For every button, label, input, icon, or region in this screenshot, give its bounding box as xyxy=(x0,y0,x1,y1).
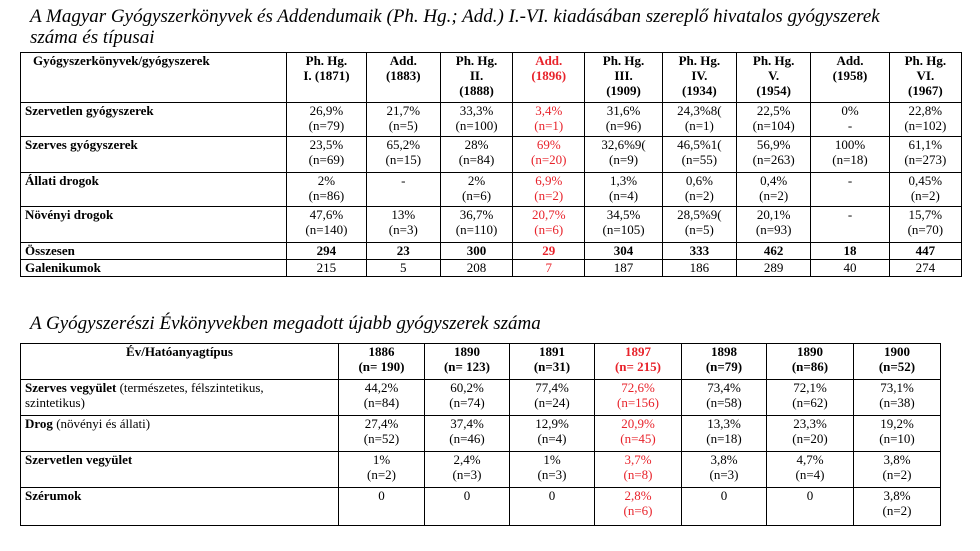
table-cell: 294 xyxy=(287,243,366,260)
cell-percent: 0 xyxy=(806,488,814,503)
cell-percent: 36,7% xyxy=(459,207,494,222)
cell-percent: 13,3% xyxy=(707,416,741,431)
table-cell xyxy=(662,103,736,137)
cell-percent: 65,2% xyxy=(386,137,421,152)
column-count: (n= 123) xyxy=(443,359,491,374)
table-cell xyxy=(366,173,440,207)
row-label: Növényi drogok xyxy=(21,207,287,243)
cell-count: (n=70) xyxy=(907,222,944,237)
cell-percent: 12,9% xyxy=(535,416,569,431)
column-header-line: (1909) xyxy=(606,83,641,98)
cell-percent: 61,1% xyxy=(908,137,943,152)
column-header-line: (1967) xyxy=(908,83,943,98)
column-header xyxy=(287,53,366,103)
table-cell xyxy=(682,380,767,416)
table-cell xyxy=(425,380,510,416)
table-cell xyxy=(811,103,889,137)
table-cell xyxy=(366,103,440,137)
cell-count: (n=2) xyxy=(882,467,912,482)
row-label-main: Szerves vegyület xyxy=(25,380,117,395)
column-header xyxy=(811,53,889,103)
table-cell xyxy=(682,416,767,452)
cell-percent: 26,9% xyxy=(309,103,344,118)
table-cell xyxy=(767,488,854,526)
cell-count: (n=86) xyxy=(308,188,345,203)
column-header-line: Ph. Hg. xyxy=(678,53,721,68)
cell-percent: 0 xyxy=(548,488,556,503)
cell-count: (n=102) xyxy=(904,118,947,133)
table-cell xyxy=(287,173,366,207)
cell-count: (n=5) xyxy=(684,222,714,237)
cell-count: (n=46) xyxy=(449,431,485,446)
cell-count: (n=3) xyxy=(452,467,482,482)
cell-percent: 31,6% xyxy=(606,103,641,118)
table-cell xyxy=(585,137,662,173)
table-cell xyxy=(682,488,767,526)
cell-percent: 2% xyxy=(467,173,486,188)
cell-percent: 3,8% xyxy=(883,452,911,467)
table-cell xyxy=(513,103,585,137)
column-header xyxy=(366,53,440,103)
cell-count: (n=2) xyxy=(910,188,940,203)
row-label: Szerves gyógyszerek xyxy=(21,137,287,173)
cell-percent: 22,5% xyxy=(756,103,791,118)
table-cell xyxy=(737,173,811,207)
cell-percent: 20,9% xyxy=(621,416,655,431)
table-cell: 333 xyxy=(662,243,736,260)
column-header xyxy=(682,344,767,380)
cell-count: (n=18) xyxy=(706,431,742,446)
cell-count: (n=5) xyxy=(388,118,418,133)
cell-percent: 28% xyxy=(464,137,489,152)
cell-percent: 3,8% xyxy=(710,452,738,467)
cell-percent: 20,7% xyxy=(531,207,566,222)
column-year: 1897 xyxy=(625,344,651,359)
column-count: (n=31) xyxy=(533,359,571,374)
cell-percent: 37,4% xyxy=(450,416,484,431)
row-label-detail: (növényi és állati) xyxy=(52,416,151,431)
cell-percent: 15,7% xyxy=(908,207,943,222)
table-row xyxy=(21,380,941,416)
corner-header xyxy=(21,344,339,380)
cell-percent: 0 xyxy=(463,488,471,503)
cell-percent: 1% xyxy=(543,452,561,467)
cell-count: (n=38) xyxy=(879,395,915,410)
column-year: 1886 xyxy=(368,344,395,359)
column-header xyxy=(662,53,736,103)
table-cell: 447 xyxy=(889,243,961,260)
cell-percent: 21,7% xyxy=(386,103,421,118)
cell-percent: - xyxy=(847,207,853,222)
column-header-line: (1958) xyxy=(832,68,868,83)
cell-percent: 44,2% xyxy=(364,380,399,395)
cell-count: (n=8) xyxy=(623,467,653,482)
cell-count: (n=2) xyxy=(534,188,564,203)
cell-count: (n=140) xyxy=(305,222,348,237)
table-cell xyxy=(811,207,889,243)
column-header xyxy=(440,53,512,103)
cell-percent: 19,2% xyxy=(880,416,914,431)
table-cell xyxy=(440,137,512,173)
column-header-line: Ph. Hg. xyxy=(752,53,795,68)
cell-count: (n=79) xyxy=(308,118,345,133)
table-row xyxy=(21,173,962,207)
table-cell xyxy=(510,416,595,452)
table-cell xyxy=(440,103,512,137)
total-row xyxy=(21,243,962,260)
cell-percent: 24,3%8( xyxy=(677,103,722,118)
cell-percent: 32,6%9( xyxy=(601,137,646,152)
column-count: (n=79) xyxy=(705,359,743,374)
table-cell: 300 xyxy=(440,243,512,260)
cell-percent: 69% xyxy=(536,137,561,152)
cell-percent: 0,6% xyxy=(685,173,713,188)
column-header-line: I. (1871) xyxy=(303,68,350,83)
cell-percent: 46,5%1( xyxy=(677,137,722,152)
cell-percent: 1% xyxy=(372,452,391,467)
table-cell xyxy=(854,416,941,452)
table-cell xyxy=(366,137,440,173)
table-cell: 304 xyxy=(585,243,662,260)
column-header-line: (1954) xyxy=(756,83,791,98)
corner-header xyxy=(21,53,287,103)
table1-header-row xyxy=(21,53,962,103)
row-label: Állati drogok xyxy=(21,173,287,207)
cell-count: (n=52) xyxy=(363,431,400,446)
column-header-line: VI. xyxy=(916,68,935,83)
column-year: 1890 xyxy=(454,344,480,359)
cell-percent: 33,3% xyxy=(459,103,494,118)
cell-count: (n=45) xyxy=(620,431,656,446)
column-count: (n= 190) xyxy=(358,359,405,374)
cell-count: (n=273) xyxy=(904,152,947,167)
cell-count: (n=84) xyxy=(363,395,400,410)
column-header-line: II. xyxy=(469,68,484,83)
cell-count: (n=2) xyxy=(759,188,789,203)
row-label-main: Szérumok xyxy=(25,488,82,503)
cell-count: (n=156) xyxy=(617,395,659,410)
table-cell xyxy=(287,137,366,173)
table-cell xyxy=(339,416,425,452)
column-year: 1898 xyxy=(711,344,737,359)
table-cell xyxy=(510,380,595,416)
cell-count: (n=3) xyxy=(709,467,739,482)
table-cell: 274 xyxy=(889,260,961,277)
cell-count: (n=2) xyxy=(367,467,396,482)
table-row xyxy=(21,103,962,137)
table-cell: 187 xyxy=(585,260,662,277)
table-cell: 40 xyxy=(811,260,889,277)
yearbook-table xyxy=(20,343,941,526)
table2-header-row xyxy=(21,344,941,380)
table-cell xyxy=(682,452,767,488)
table-cell xyxy=(425,488,510,526)
table-cell xyxy=(585,103,662,137)
cell-count: (n=93) xyxy=(755,222,792,237)
cell-percent: 34,5% xyxy=(606,207,641,222)
cell-count: (n=100) xyxy=(455,118,498,133)
table-cell xyxy=(440,207,512,243)
cell-count: (n=3) xyxy=(537,467,567,482)
cell-count: (n=1) xyxy=(684,118,714,133)
corner-header-label: Év/Hatóanyagtípus xyxy=(126,344,233,359)
table-cell xyxy=(737,137,811,173)
column-count: (n=52) xyxy=(878,359,916,374)
table-cell xyxy=(510,452,595,488)
cell-count: (n=74) xyxy=(449,395,485,410)
row-label-detail: (természetes, félszintetikus, xyxy=(116,380,264,395)
corner-header-label: Gyógyszerkönyvek/gyógyszerek xyxy=(33,53,210,68)
table-cell xyxy=(854,452,941,488)
table-cell: 186 xyxy=(662,260,736,277)
column-header-line: III. xyxy=(614,68,633,83)
table2-title: A Gyógyszerészi Évkönyvekben megadott újabb gyógyszerek száma xyxy=(30,313,541,334)
table-row xyxy=(21,207,962,243)
column-header xyxy=(425,344,510,380)
table-cell: 215 xyxy=(287,260,366,277)
cell-count: (n=3) xyxy=(388,222,418,237)
cell-percent: 56,9% xyxy=(756,137,791,152)
row-label-detail: szintetikus) xyxy=(25,395,85,410)
table-cell xyxy=(595,380,682,416)
column-header-line: Ph. Hg. xyxy=(305,53,348,68)
cell-count: (n=58) xyxy=(706,395,742,410)
column-header xyxy=(585,53,662,103)
table-cell xyxy=(811,173,889,207)
table-cell xyxy=(339,452,425,488)
table-cell xyxy=(513,137,585,173)
column-count: (n=86) xyxy=(791,359,829,374)
table-row xyxy=(21,137,962,173)
row-label: Galenikumok xyxy=(21,260,287,277)
table-cell xyxy=(287,103,366,137)
column-header-highlight xyxy=(595,344,682,380)
table-cell xyxy=(595,488,682,526)
column-header xyxy=(889,53,961,103)
table-cell xyxy=(595,452,682,488)
table-cell xyxy=(440,173,512,207)
table-cell: 29 xyxy=(513,243,585,260)
cell-count: (n=6) xyxy=(623,503,653,518)
cell-percent: 3,4% xyxy=(535,103,563,118)
table-cell xyxy=(662,137,736,173)
column-header xyxy=(510,344,595,380)
table-cell xyxy=(889,207,961,243)
cell-count: (n=20) xyxy=(792,431,828,446)
table-row xyxy=(21,452,941,488)
cell-count: (n=20) xyxy=(531,152,567,167)
cell-percent: 4,7% xyxy=(796,452,824,467)
row-label xyxy=(21,380,339,416)
table-cell xyxy=(767,416,854,452)
cell-percent: 28,5%9( xyxy=(677,207,722,222)
cell-percent: 6,9% xyxy=(535,173,563,188)
column-year: 1891 xyxy=(539,344,565,359)
table-cell xyxy=(811,137,889,173)
cell-percent: 23,5% xyxy=(309,137,344,152)
cell-count: (n=105) xyxy=(602,222,645,237)
table-cell xyxy=(425,416,510,452)
cell-percent: 2,8% xyxy=(624,488,652,503)
table-cell: 7 xyxy=(513,260,585,277)
cell-count: (n=4) xyxy=(609,188,639,203)
cell-count: (n=1) xyxy=(534,118,564,133)
table-cell xyxy=(585,207,662,243)
row-label: Szervetlen gyógyszerek xyxy=(21,103,287,137)
column-count: (n= 215) xyxy=(614,359,662,374)
cell-percent: 77,4% xyxy=(535,380,569,395)
cell-count: (n=69) xyxy=(308,152,345,167)
table-cell xyxy=(662,173,736,207)
table-cell xyxy=(662,207,736,243)
column-header xyxy=(854,344,941,380)
cell-percent: 2% xyxy=(317,173,336,188)
table-cell: 23 xyxy=(366,243,440,260)
table-row xyxy=(21,416,941,452)
cell-count: (n=2) xyxy=(684,188,714,203)
table-cell xyxy=(585,173,662,207)
table-cell: 462 xyxy=(737,243,811,260)
cell-percent: 13% xyxy=(391,207,416,222)
column-header-line: Add. xyxy=(836,53,864,68)
cell-count: (n=4) xyxy=(795,467,825,482)
cell-percent: 72,1% xyxy=(793,380,827,395)
table-cell xyxy=(737,207,811,243)
table-cell xyxy=(889,173,961,207)
column-header xyxy=(737,53,811,103)
cell-count: (n=84) xyxy=(458,152,495,167)
cell-count: (n=263) xyxy=(752,152,795,167)
table-cell xyxy=(737,103,811,137)
cell-count: (n=62) xyxy=(792,395,828,410)
cell-count: (n=55) xyxy=(681,152,718,167)
table-cell: 289 xyxy=(737,260,811,277)
cell-percent: 0,4% xyxy=(760,173,788,188)
column-header-line: Add. xyxy=(535,53,563,68)
cell-count: (n=18) xyxy=(832,152,868,167)
table-row xyxy=(21,488,941,526)
column-year: 1900 xyxy=(884,344,910,359)
cell-count: (n=9) xyxy=(609,152,639,167)
cell-percent: - xyxy=(847,173,853,188)
cell-percent: 27,4% xyxy=(364,416,399,431)
pharmacopoeia-table xyxy=(20,52,962,277)
cell-count: (n=24) xyxy=(534,395,570,410)
row-label xyxy=(21,488,339,526)
column-header-line: Ph. Hg. xyxy=(602,53,645,68)
cell-percent: 3,7% xyxy=(624,452,652,467)
column-header-highlight xyxy=(513,53,585,103)
table-cell xyxy=(767,452,854,488)
cell-percent: 1,3% xyxy=(610,173,638,188)
table-cell xyxy=(513,173,585,207)
table-cell xyxy=(510,488,595,526)
cell-count: (n=104) xyxy=(752,118,795,133)
row-label-main: Drog xyxy=(25,416,53,431)
cell-count: (n=15) xyxy=(385,152,422,167)
table-cell xyxy=(287,207,366,243)
table-cell xyxy=(513,207,585,243)
table-cell: 18 xyxy=(811,243,889,260)
column-header-line: Add. xyxy=(389,53,417,68)
cell-percent: 0 xyxy=(378,488,385,503)
cell-count: (n=110) xyxy=(455,222,498,237)
table-cell xyxy=(889,103,961,137)
column-header-line: (1896) xyxy=(531,68,567,83)
cell-percent: 73,4% xyxy=(707,380,741,395)
cell-count: - xyxy=(847,118,853,133)
cell-percent: 0 xyxy=(720,488,728,503)
cell-percent: 2,4% xyxy=(453,452,481,467)
column-header-line: V. xyxy=(768,68,780,83)
column-header xyxy=(767,344,854,380)
cell-percent: - xyxy=(401,173,406,188)
table-cell xyxy=(889,137,961,173)
row-label xyxy=(21,416,339,452)
cell-count: (n=2) xyxy=(882,503,912,518)
cell-percent: 23,3% xyxy=(793,416,827,431)
cell-percent: 73,1% xyxy=(880,380,914,395)
column-header-line: (1883) xyxy=(385,68,421,83)
cell-count: (n=6) xyxy=(462,188,492,203)
cell-percent: 3,8% xyxy=(883,488,911,503)
cell-percent: 60,2% xyxy=(450,380,484,395)
row-label-main: Szervetlen vegyület xyxy=(25,452,133,467)
cell-percent: 20,1% xyxy=(756,207,791,222)
column-header-line: Ph. Hg. xyxy=(904,53,947,68)
table-cell xyxy=(767,380,854,416)
column-header-line: (1888) xyxy=(459,83,494,98)
table-cell xyxy=(339,380,425,416)
table-cell xyxy=(366,207,440,243)
column-year: 1890 xyxy=(797,344,823,359)
cell-count: (n=4) xyxy=(537,431,567,446)
cell-percent: 0,45% xyxy=(908,173,943,188)
table-cell xyxy=(595,416,682,452)
column-header-line: IV. xyxy=(691,68,708,83)
table-cell xyxy=(425,452,510,488)
table-cell: 5 xyxy=(366,260,440,277)
cell-percent: 72,6% xyxy=(621,380,655,395)
cell-percent: 0% xyxy=(841,103,859,118)
cell-percent: 100% xyxy=(834,137,866,152)
table-cell: 208 xyxy=(440,260,512,277)
cell-count: (n=6) xyxy=(534,222,564,237)
table1-title: A Magyar Gyógyszerkönyvek és Addendumaik (Ph. Hg.; Add.) I.-VI. kiadásában szereplő hivatalos gyógyszerek száma és típusai xyxy=(30,6,880,48)
row-label xyxy=(21,452,339,488)
table-cell xyxy=(854,488,941,526)
row-label: Összesen xyxy=(21,243,287,260)
cell-percent: 47,6% xyxy=(309,207,344,222)
column-header-line: Ph. Hg. xyxy=(455,53,498,68)
cell-count: (n=10) xyxy=(879,431,915,446)
column-header-line: (1934) xyxy=(682,83,717,98)
cell-count: (n=96) xyxy=(605,118,642,133)
cell-percent: 22,8% xyxy=(908,103,943,118)
galenic-row xyxy=(21,260,962,277)
table-cell xyxy=(854,380,941,416)
table-cell xyxy=(339,488,425,526)
column-header xyxy=(339,344,425,380)
